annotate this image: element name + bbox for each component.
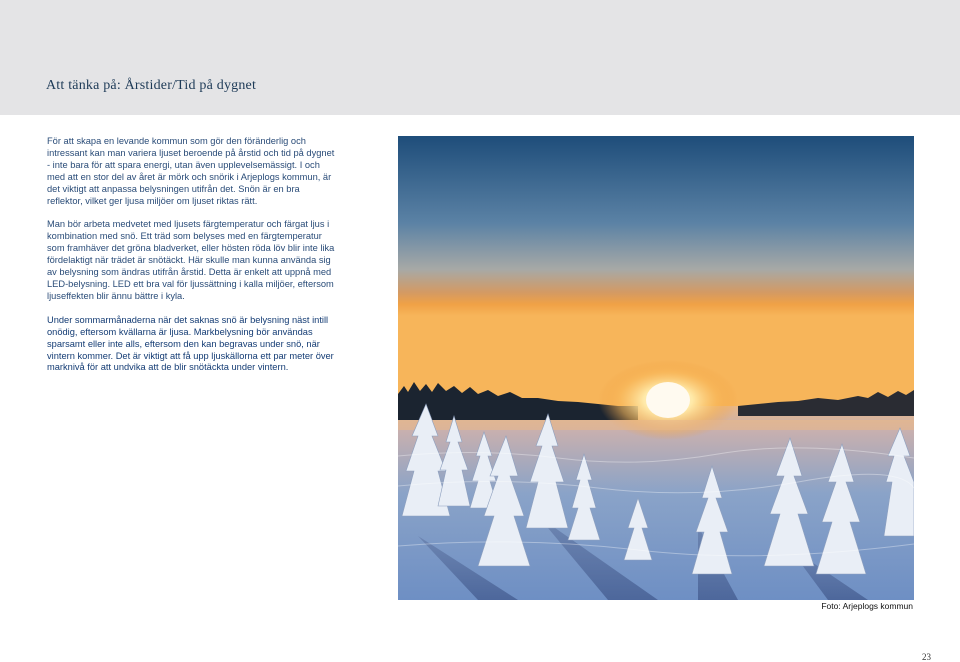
body-text: [47, 136, 337, 386]
page-title: Att tänka på: Årstider/Tid på dygnet: [46, 78, 257, 93]
paragraph-3: Under sommarmånaderna när det saknas snö är belysning näst intill onödig, eftersom kvällarna är ljusa. Markbelysning bör användas sparsamt eller inte alls, eftersom den kan begravas under snö, när vintern kommer. Det är viktigt att få upp ljuskällorna ett par meter över marknivå för att undvika att de blir snötäckta under vintern.: [47, 314, 334, 373]
page-number: 23: [922, 652, 931, 662]
paragraph-1: För att skapa en levande kommun som gör den föränderlig och intressant kan man variera ljuset beroende på årstid och tid på dygnet - inte bara för att spara energi, utan även upplevelsemässigt. I och med att en stor del av året är mörk och snörik i Arjeplogs kommun, är det viktigt att anpassa belysningen utifrån det. Snön är en bra reflektor, vilket ger ljusa miljöer om ljuset riktas rätt.: [47, 136, 335, 206]
photo-caption: Foto: Arjeplogs kommun: [821, 601, 913, 611]
paragraph-2: Man bör arbeta medvetet med ljusets färgtemperatur och färgat ljus i kombination med snö. Ett träd som belyses med en färgtemperatur som framhäver det gröna bladverket, eller hösten röda löv blir inte lika fördelaktigt när trädet är snötäckt. Här skulle man kunna använda sig av belysning som ändras utifrån årstid. Detta är enkelt att uppnå med LED-belysning. LED ett bra val för ljussättning i kalla miljöer, eftersom ljuseffekten blir ännu bättre i kyla.: [47, 219, 335, 301]
winter-sunset-photo: [398, 136, 914, 600]
header-band: [0, 0, 960, 115]
